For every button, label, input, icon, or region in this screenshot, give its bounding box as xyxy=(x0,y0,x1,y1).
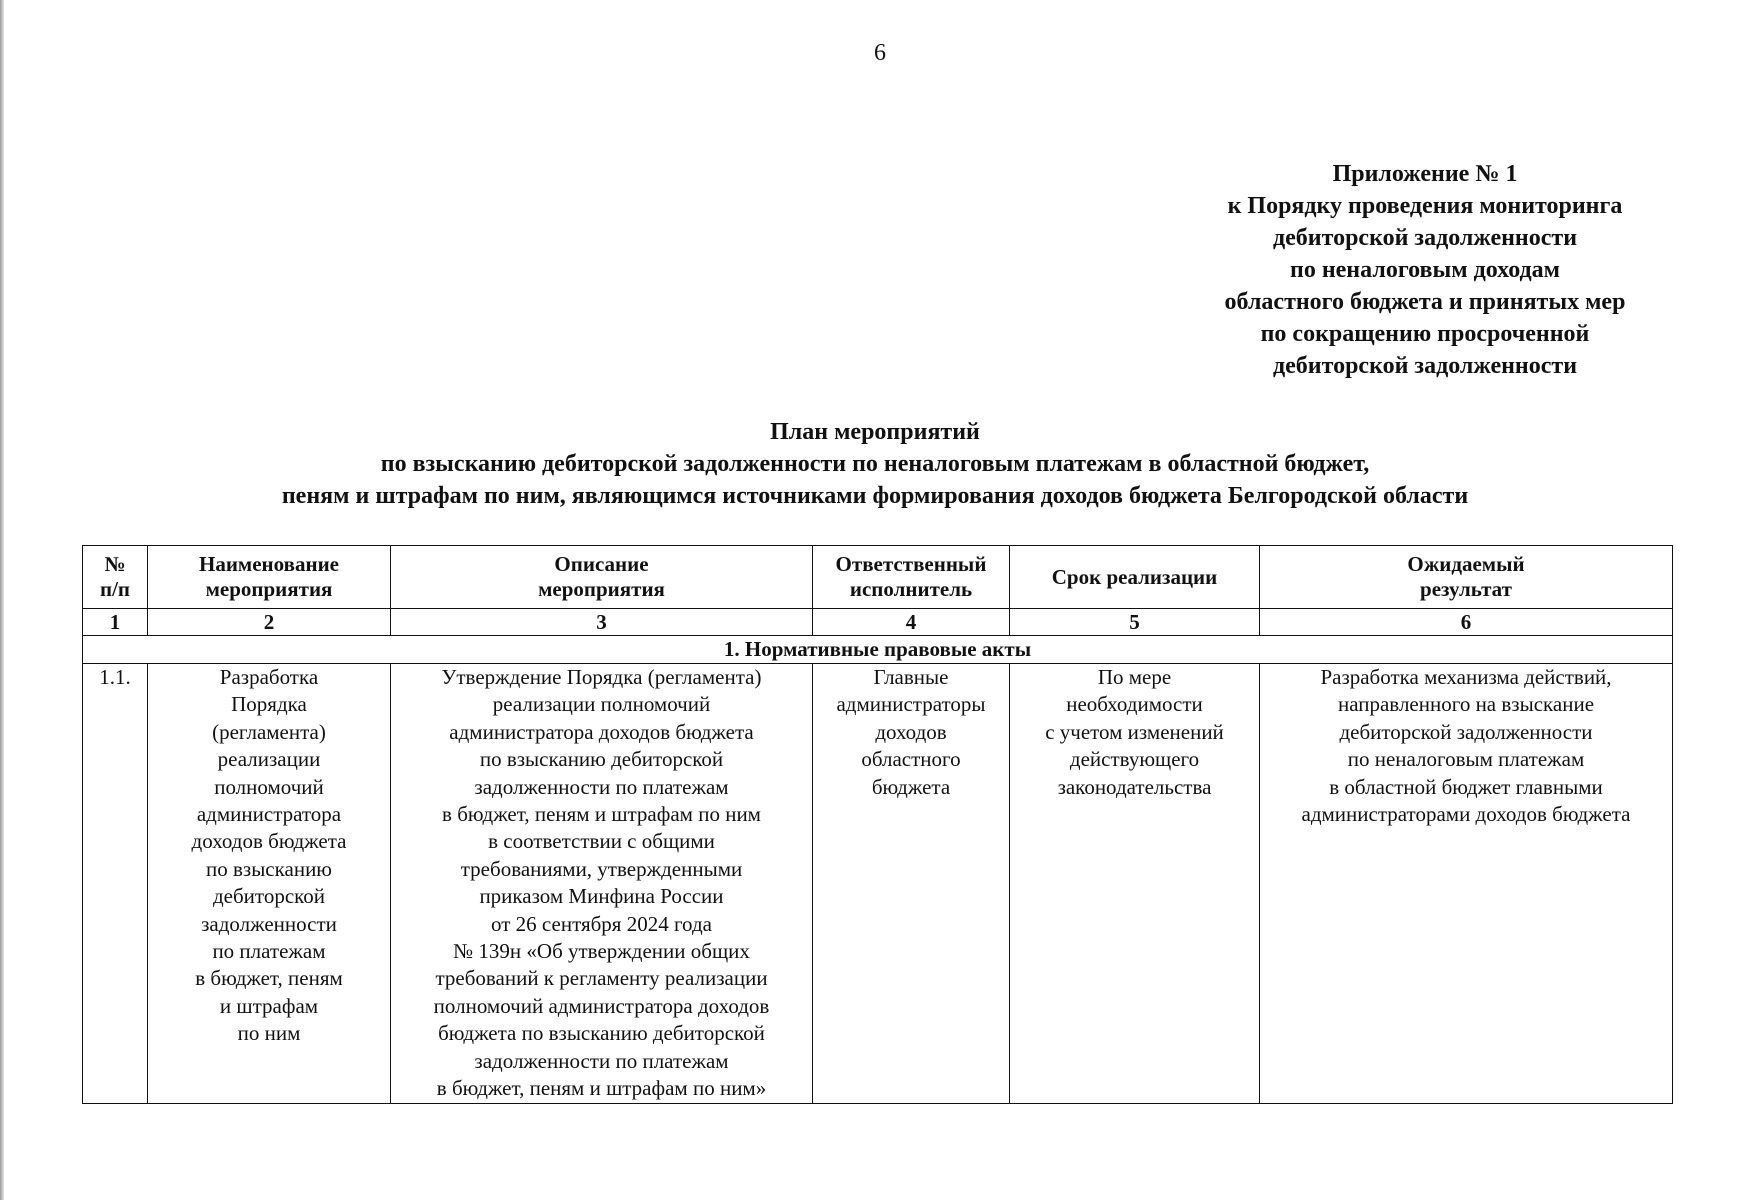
header-deadline: Срок реализации xyxy=(1010,546,1260,609)
header-name: Наименование мероприятия xyxy=(148,546,391,609)
appendix-line: Приложение № 1 xyxy=(1332,161,1518,187)
header-result: Ожидаемый результат xyxy=(1260,546,1673,609)
section-title: 1. Нормативные правовые акты xyxy=(83,636,1673,664)
row-deadline: По мере необходимости с учетом изменений действующего законодательства xyxy=(1010,664,1260,1104)
row-result: Разработка механизма действий, направленного на взыскание дебиторской задолженности по неналоговым платежам в областной бюджет главными администраторами доходов бюджета xyxy=(1260,664,1673,1104)
column-number: 2 xyxy=(148,609,391,636)
appendix-header xyxy=(1175,158,1675,382)
column-number: 6 xyxy=(1260,609,1673,636)
page-number: 6 xyxy=(874,40,886,66)
column-numbers-row xyxy=(83,609,1673,636)
plan-title-line: План мероприятий xyxy=(770,419,980,445)
column-number: 5 xyxy=(1010,609,1260,636)
scan-edge-shadow xyxy=(0,0,4,1200)
appendix-line: по сокращению просроченной xyxy=(1260,321,1590,347)
appendix-line: областного бюджета и принятых мер xyxy=(1224,289,1626,315)
plan-title-line: пеням и штрафам по ним, являющимся источниками формирования доходов бюджета Белгородской области xyxy=(281,483,1469,509)
header-number: № п/п xyxy=(83,546,148,609)
table-row xyxy=(83,664,1673,1104)
table-header-row xyxy=(83,546,1673,609)
row-description: Утверждение Порядка (регламента) реализации полномочий администратора доходов бюджета по взысканию дебиторской задолженности по платежам в бюджет, пеням и штрафам по ним в соответствии с общими требованиями, утвержденными приказом Минфина России от 26 сентября 2024 года № 139н «Об утверждении общих требований к регламенту реализации полномочий администратора доходов бюджета по взысканию дебиторской задолженности по платежам в бюджет, пеням и штрафам по ним» xyxy=(391,664,813,1104)
column-number: 1 xyxy=(83,609,148,636)
appendix-line: к Порядку проведения мониторинга xyxy=(1227,193,1623,219)
appendix-line: по неналоговым доходам xyxy=(1290,257,1560,283)
appendix-line: дебиторской задолженности xyxy=(1272,225,1578,251)
plan-table xyxy=(82,545,1673,1104)
column-number: 4 xyxy=(813,609,1010,636)
column-number: 3 xyxy=(391,609,813,636)
header-executor: Ответственный исполнитель xyxy=(813,546,1010,609)
plan-title-line: по взысканию дебиторской задолженности по неналоговым платежам в областной бюджет, xyxy=(380,451,1370,477)
row-name: Разработка Порядка (регламента) реализации полномочий администратора доходов бюджета по взысканию дебиторской задолженности по платежам в бюджет, пеням и штрафам по ним xyxy=(148,664,391,1104)
row-number: 1.1. xyxy=(83,664,148,1104)
appendix-line: дебиторской задолженности xyxy=(1272,353,1578,379)
row-executor: Главные администраторы доходов областного бюджета xyxy=(813,664,1010,1104)
section-row xyxy=(83,636,1673,664)
plan-title xyxy=(60,416,1690,512)
header-description: Описание мероприятия xyxy=(391,546,813,609)
